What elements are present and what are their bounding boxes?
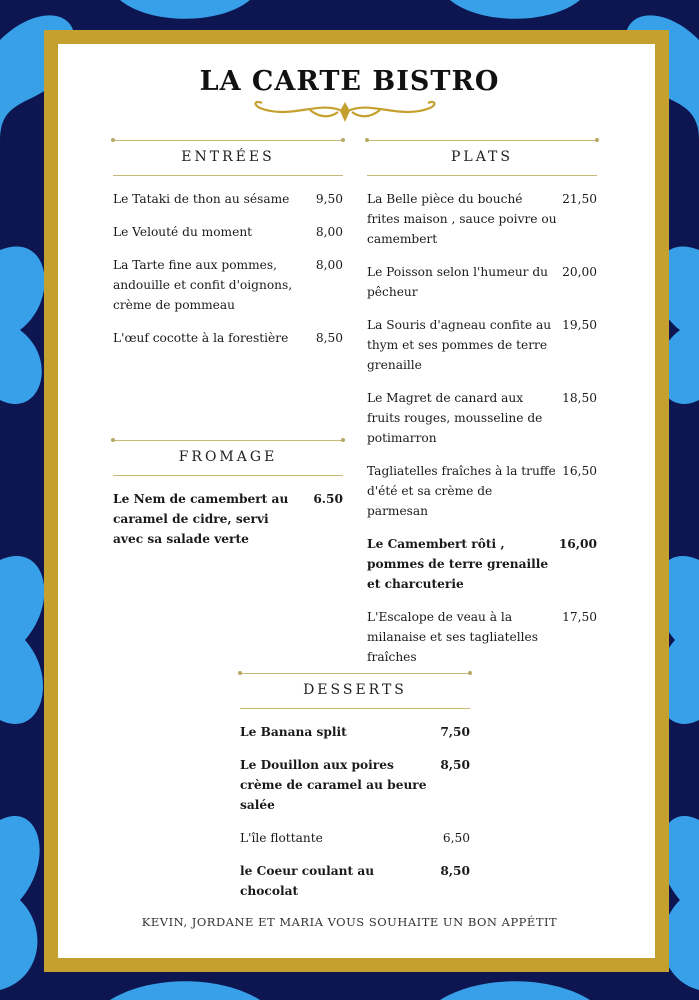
- menu-item: [240, 828, 470, 848]
- item-name: Tagliatelles fraîches à la truffe d'été et sa crème de parmesan: [367, 464, 556, 518]
- menu-item: [367, 388, 597, 448]
- item-name: Le Poisson selon l'humeur du pêcheur: [367, 265, 549, 299]
- menu-item: [367, 534, 597, 594]
- item-name: L'île flottante: [240, 831, 323, 845]
- item-price: 9,50: [315, 192, 343, 206]
- menu-item: [367, 315, 597, 375]
- item-name: Le Camembert rôti , pommes de terre grenaille et charcuterie: [367, 537, 549, 591]
- item-name: La Belle pièce du bouché frites maison , sauce poivre ou camembert: [367, 192, 557, 246]
- item-name: L'Escalope de veau à la milanaise et ses tagliatelles fraîches: [367, 610, 538, 664]
- item-price: 6,50: [442, 831, 470, 845]
- menu-title: LA CARTE BISTRO: [199, 66, 500, 97]
- menu-item: [113, 489, 343, 549]
- fromage-list: [113, 489, 343, 549]
- menu-item: [367, 189, 597, 249]
- menu-item: [367, 607, 597, 667]
- section-desserts: [240, 673, 470, 901]
- section-heading: PLATS: [367, 140, 597, 176]
- item-name: Le Banana split: [240, 725, 347, 739]
- section-heading: FROMAGE: [113, 440, 343, 476]
- item-name: La Souris d'agneau confite au thym et ses pommes de terre grenaille: [367, 318, 552, 372]
- section-entrees: [113, 140, 343, 348]
- section-plats: [367, 140, 597, 667]
- section-fromage: [113, 440, 343, 549]
- item-price: 8,00: [315, 225, 343, 239]
- section-heading: DESSERTS: [240, 673, 470, 709]
- section-heading: ENTRÉES: [113, 140, 343, 176]
- footer-message: KEVIN, JORDANE ET MARIA VOUS SOUHAITE UN BON APPÉTIT: [141, 915, 558, 929]
- menu-item: [113, 255, 343, 315]
- item-name: Le Velouté du moment: [113, 225, 253, 239]
- menu-item: [367, 262, 597, 302]
- menu-item: [367, 461, 597, 521]
- item-price: 20,00: [562, 265, 597, 279]
- item-price: 8,00: [315, 258, 343, 272]
- item-price: 19,50: [562, 318, 597, 332]
- item-name: Le Douillon aux poires crème de caramel au beure salée: [240, 758, 427, 812]
- item-name: Le Tataki de thon au sésame: [113, 192, 290, 206]
- item-name: La Tarte fine aux pommes, andouille et confit d'oignons, crème de pommeau: [113, 258, 293, 312]
- item-price: 7,50: [440, 725, 470, 739]
- item-price: 8,50: [440, 758, 470, 772]
- item-name: L'œuf cocotte à la forestière: [113, 331, 289, 345]
- menu-item: [240, 722, 470, 742]
- item-price: 16,00: [558, 537, 597, 551]
- item-price: 21,50: [562, 192, 597, 206]
- item-price: 17,50: [562, 610, 597, 624]
- item-name: le Coeur coulant au chocolat: [240, 864, 375, 898]
- menu-item: [113, 222, 343, 242]
- item-name: Le Nem de camembert au caramel de cidre, servi avec sa salade verte: [113, 492, 289, 546]
- item-price: 6.50: [313, 492, 343, 506]
- item-name: Le Magret de canard aux fruits rouges, mousseline de potimarron: [367, 391, 543, 445]
- menu-item: [113, 328, 343, 348]
- menu-item: [240, 861, 470, 901]
- item-price: 8,50: [315, 331, 343, 345]
- menu-item: [240, 755, 470, 815]
- ornament-icon: [250, 98, 440, 124]
- item-price: 18,50: [562, 391, 597, 405]
- item-price: 8,50: [440, 864, 470, 878]
- plats-list: [367, 189, 597, 667]
- menu-item: [113, 189, 343, 209]
- item-price: 16,50: [562, 464, 597, 478]
- entrees-list: [113, 189, 343, 348]
- desserts-list: [240, 722, 470, 901]
